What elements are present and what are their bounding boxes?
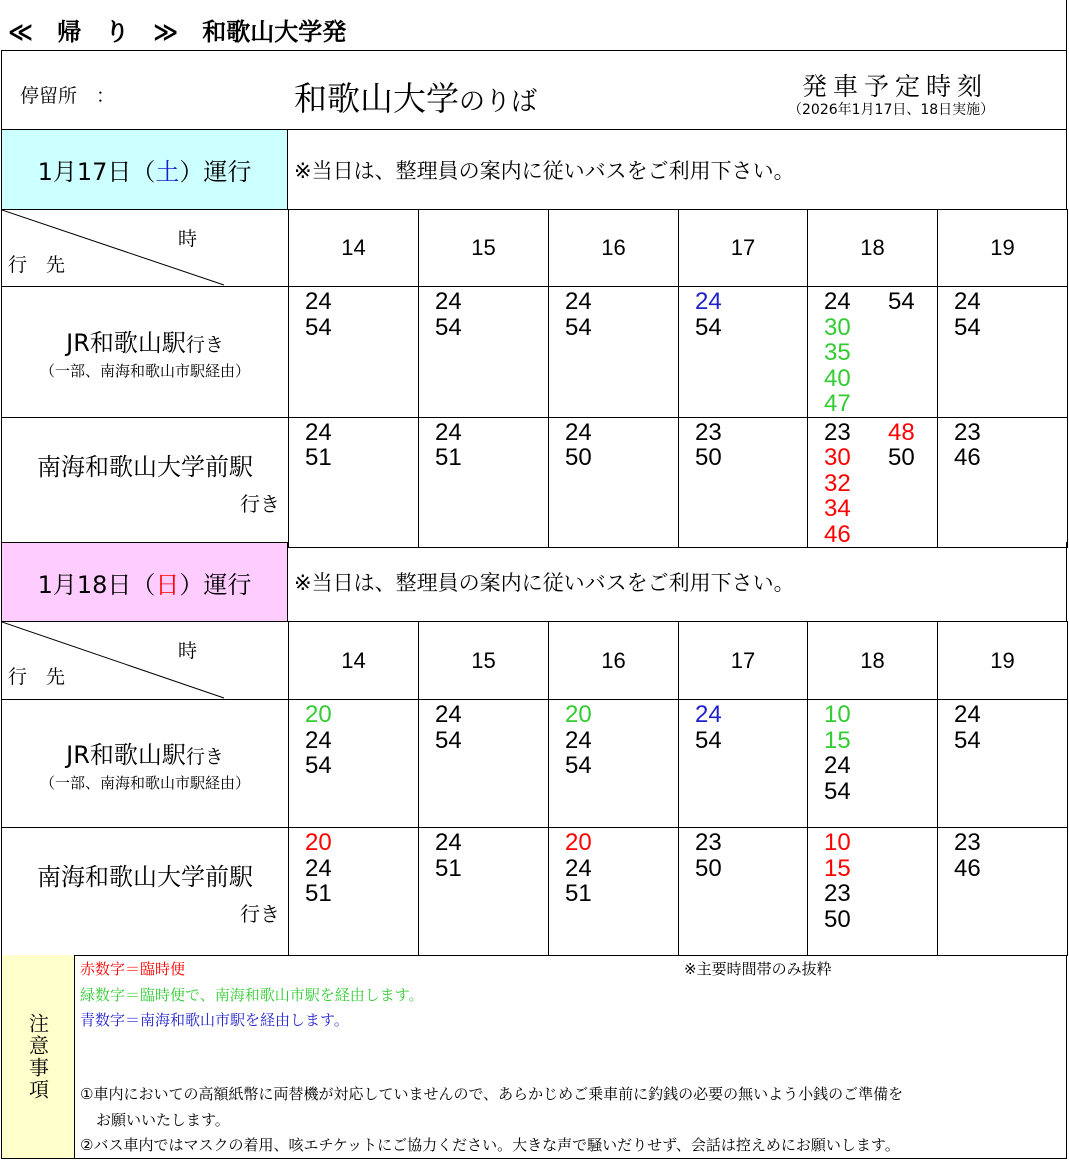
times-cell <box>808 287 938 418</box>
hour-14: 14 <box>289 622 419 700</box>
dest-suffix: 行き <box>185 745 224 768</box>
departure-time: 24 <box>435 288 462 315</box>
departure-time: 32 <box>824 469 851 497</box>
hour-17: 17 <box>679 210 808 287</box>
top-line-right <box>1066 0 1067 50</box>
dest-label: 行 先 <box>8 666 66 688</box>
departure-time: 20 <box>565 829 592 856</box>
departure-time: 30 <box>824 444 851 471</box>
table-row <box>2 828 1068 956</box>
departure-time: 24 <box>565 288 592 315</box>
departure-time: 24 <box>565 726 592 754</box>
hour-label: 時 <box>178 640 198 662</box>
departure-time: 54 <box>888 288 915 315</box>
day1-note: ※当日は、整理員の案内に従いバスをご利用下さい。 <box>288 129 1067 210</box>
departure-time: 54 <box>565 313 592 341</box>
departure-time: 54 <box>695 313 722 341</box>
departure-time: 54 <box>435 726 462 754</box>
times-cell <box>808 700 938 828</box>
dest-suffix: 行き <box>240 492 280 517</box>
departure-time: 54 <box>695 726 722 754</box>
day2-date-b: ）運行 <box>179 570 252 599</box>
departure-time: 51 <box>435 854 462 882</box>
departure-time: 24 <box>954 288 981 315</box>
departure-time: 24 <box>435 418 462 446</box>
note-1a: ①車内においての高額紙幣に両替機が対応していませんので、あらかじめご乗車前に釣銭の必要の無いよう小銭のご準備を <box>80 1085 904 1103</box>
hour-17: 17 <box>679 622 808 700</box>
schedule-note: （2026年1月17日、18日実施） <box>788 102 995 118</box>
departure-time: 20 <box>305 829 332 856</box>
departure-time: 24 <box>305 726 332 754</box>
times-cell <box>289 417 419 548</box>
times-cell <box>549 700 679 828</box>
dest-name: JR和歌山駅 <box>66 328 186 357</box>
departure-time: 54 <box>954 726 981 754</box>
departure-time: 23 <box>954 829 981 856</box>
day1-date <box>1 129 288 210</box>
day1-timetable <box>1 209 1068 548</box>
departure-time: 51 <box>565 880 592 907</box>
page-header: ≪ 帰 り ≫ 和歌山大学発 <box>8 18 347 46</box>
times-cell <box>549 417 679 548</box>
departure-time: 54 <box>824 777 851 805</box>
times-cell <box>289 287 419 418</box>
departure-time: 24 <box>565 418 592 446</box>
times-second-column <box>888 289 915 315</box>
departure-time: 54 <box>565 752 592 779</box>
departure-time: 24 <box>695 288 722 315</box>
notes-detail <box>80 1082 1065 1159</box>
times-cell <box>419 287 549 418</box>
times-cell <box>549 828 679 956</box>
departure-time: 46 <box>954 444 981 471</box>
times-cell <box>938 700 1068 828</box>
table-row <box>2 700 1068 828</box>
hour-19: 19 <box>938 210 1068 287</box>
corner-header <box>2 210 289 287</box>
day2-date <box>1 542 288 622</box>
departure-time: 24 <box>954 701 981 728</box>
hour-16: 16 <box>549 210 679 287</box>
times-cell <box>289 700 419 828</box>
departure-time: 51 <box>435 444 462 471</box>
departure-time: 24 <box>305 418 332 446</box>
departure-time: 23 <box>954 418 981 446</box>
departure-time: 24 <box>305 288 332 315</box>
departure-time: 20 <box>565 701 592 728</box>
stop-name-main: 和歌山大学 <box>294 79 459 118</box>
departure-time: 20 <box>305 701 332 728</box>
dest-suffix: 行き <box>185 333 224 356</box>
times-cell <box>419 700 549 828</box>
dest-name: JR和歌山駅 <box>66 740 186 769</box>
departure-time: 10 <box>824 701 851 728</box>
dest-label: 行 先 <box>8 254 66 276</box>
departure-time: 54 <box>305 313 332 341</box>
departure-time: 54 <box>305 752 332 779</box>
departure-time: 50 <box>565 444 592 471</box>
departure-time: 23 <box>824 880 851 907</box>
times-cell <box>419 417 549 548</box>
day2-weekday: 日 <box>155 570 180 599</box>
hour-label: 時 <box>178 228 198 250</box>
corner-header <box>2 622 289 700</box>
hour-15: 15 <box>419 210 549 287</box>
times-cell <box>679 828 808 956</box>
times-cell <box>289 828 419 956</box>
departure-time: 24 <box>824 752 851 779</box>
stop-name <box>294 73 537 120</box>
departure-time: 30 <box>824 313 851 341</box>
departure-time: 24 <box>435 701 462 728</box>
times-second-column <box>888 420 915 471</box>
departure-time: 24 <box>305 854 332 882</box>
departure-time: 54 <box>435 313 462 341</box>
times-cell <box>808 828 938 956</box>
dest-name: 南海和歌山大学前駅 <box>37 453 253 482</box>
times-cell <box>938 417 1068 548</box>
day1-date-b: ）運行 <box>179 158 252 186</box>
hour-14: 14 <box>289 210 419 287</box>
day1-date-a: 1月17日（ <box>37 158 156 186</box>
departure-time: 54 <box>954 313 981 341</box>
departure-time: 40 <box>824 364 851 392</box>
table-row <box>2 417 1068 548</box>
hour-15: 15 <box>419 622 549 700</box>
dest-sub: （一部、南海和歌山市駅経由） <box>39 773 250 792</box>
day1-weekday: 土 <box>155 158 180 186</box>
notes-label: 注意事項 <box>25 1012 50 1101</box>
dest-nankai <box>2 828 289 956</box>
blue-legend: 青数字＝南海和歌山市駅を経由します。 <box>80 1011 349 1029</box>
excerpt-note: ※主要時間帯のみ抜粋 <box>684 960 832 978</box>
hour-18: 18 <box>808 622 938 700</box>
times-cell <box>419 828 549 956</box>
departure-time: 50 <box>888 444 915 471</box>
day2-timetable <box>1 621 1068 956</box>
dest-jr <box>2 700 289 828</box>
departure-time: 35 <box>824 339 851 366</box>
notes-label-box <box>2 955 75 1158</box>
departure-time: 23 <box>695 418 722 446</box>
departure-time: 23 <box>695 829 722 856</box>
departure-time: 50 <box>695 854 722 882</box>
times-cell <box>938 287 1068 418</box>
dest-name: 南海和歌山大学前駅 <box>37 862 253 891</box>
departure-time: 10 <box>824 829 851 856</box>
note-2: ②バス車内ではマスクの着用、咳エチケットにご協力ください。大きな声で騒いだりせず、会話は控えめにお願いします。 <box>80 1136 900 1154</box>
dest-jr <box>2 287 289 418</box>
departure-time: 23 <box>824 418 851 446</box>
departure-time: 15 <box>824 726 851 754</box>
departure-time: 46 <box>954 854 981 882</box>
departure-time: 46 <box>824 520 851 548</box>
departure-time: 50 <box>824 905 851 933</box>
hour-19: 19 <box>938 622 1068 700</box>
hour-16: 16 <box>549 622 679 700</box>
times-cell <box>938 828 1068 956</box>
notes-section <box>1 955 1067 1159</box>
schedule-title: 発車予定時刻 <box>802 72 989 101</box>
departure-time: 24 <box>695 701 722 728</box>
times-cell <box>549 287 679 418</box>
table-row <box>2 287 1068 418</box>
red-legend: 赤数字＝臨時便 <box>80 960 186 978</box>
departure-time: 24 <box>824 288 851 315</box>
stop-label: 停留所 ： <box>20 85 116 107</box>
note-1b: お願いいたします。 <box>96 1110 230 1129</box>
departure-time: 24 <box>565 854 592 882</box>
times-cell <box>679 700 808 828</box>
departure-time: 50 <box>695 444 722 471</box>
notes-body <box>80 957 1060 1034</box>
dest-nankai <box>2 417 289 548</box>
stop-name-suffix: のりば <box>459 87 538 117</box>
departure-time: 48 <box>888 418 915 446</box>
stop-box <box>1 50 1067 130</box>
departure-time: 51 <box>305 444 332 471</box>
green-legend: 緑数字＝臨時便で、南海和歌山市駅を経由します。 <box>80 985 424 1004</box>
departure-time: 34 <box>824 495 851 522</box>
times-cell <box>808 417 938 548</box>
departure-time: 24 <box>435 829 462 856</box>
dest-suffix: 行き <box>240 901 280 926</box>
departure-time: 47 <box>824 390 851 417</box>
departure-time: 15 <box>824 854 851 882</box>
day2-note: ※当日は、整理員の案内に従いバスをご利用下さい。 <box>288 542 1067 622</box>
dest-sub: （一部、南海和歌山市駅経由） <box>39 361 250 380</box>
times-cell <box>679 417 808 548</box>
departure-time: 51 <box>305 880 332 907</box>
times-cell <box>679 287 808 418</box>
hour-18: 18 <box>808 210 938 287</box>
day2-date-a: 1月18日（ <box>37 570 156 599</box>
